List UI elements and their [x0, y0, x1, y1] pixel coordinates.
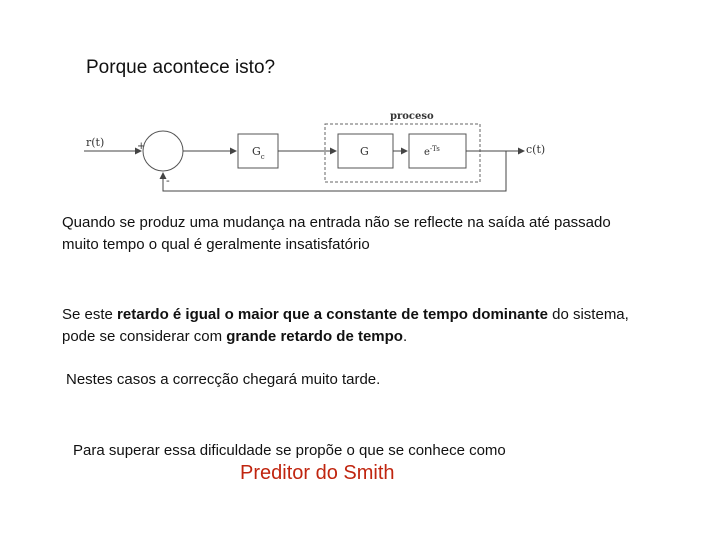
feedback-path	[163, 151, 506, 191]
summing-junction	[143, 131, 183, 171]
paragraph-line: Quando se produz uma mudança na entrada não se reflecte na saída até passado	[62, 214, 611, 231]
paragraph-line: pode se considerar com grande retardo de tempo.	[62, 328, 408, 345]
plus-sign: +	[137, 141, 146, 152]
paragraph-line: Se este retardo é igual o maior que a constante de tempo dominante do sistema,	[62, 306, 629, 323]
slide-title: Porque acontece isto?	[86, 57, 276, 78]
retardo-definition-paragraph	[62, 304, 629, 348]
process-boundary	[325, 124, 480, 182]
delay-label: $e^{-Ts}$	[424, 145, 440, 158]
paragraph-line: muito tempo o qual é geralmente insatisfatório	[62, 236, 370, 253]
emphasis-text: grande retardo de tempo	[226, 328, 403, 345]
minus-sign: -	[166, 174, 170, 187]
solution-intro-paragraph: Para superar essa dificuldade se propõe o que se conhece como	[73, 442, 506, 459]
output-label: c(t)	[526, 143, 546, 156]
controller-label: $G_c$	[252, 145, 265, 161]
plant-label: G	[360, 145, 369, 158]
block-diagram	[80, 104, 560, 194]
smith-predictor-highlight: Preditor do Smith	[240, 462, 395, 484]
correction-late-paragraph: Nestes casos a correcção chegará muito tarde.	[66, 371, 381, 388]
emphasis-text: retardo é igual o maior que a constante de tempo dominante	[117, 306, 548, 323]
process-label: proceso	[390, 111, 434, 122]
delay-explanation-paragraph	[62, 212, 611, 256]
input-label: r(t)	[86, 136, 105, 149]
